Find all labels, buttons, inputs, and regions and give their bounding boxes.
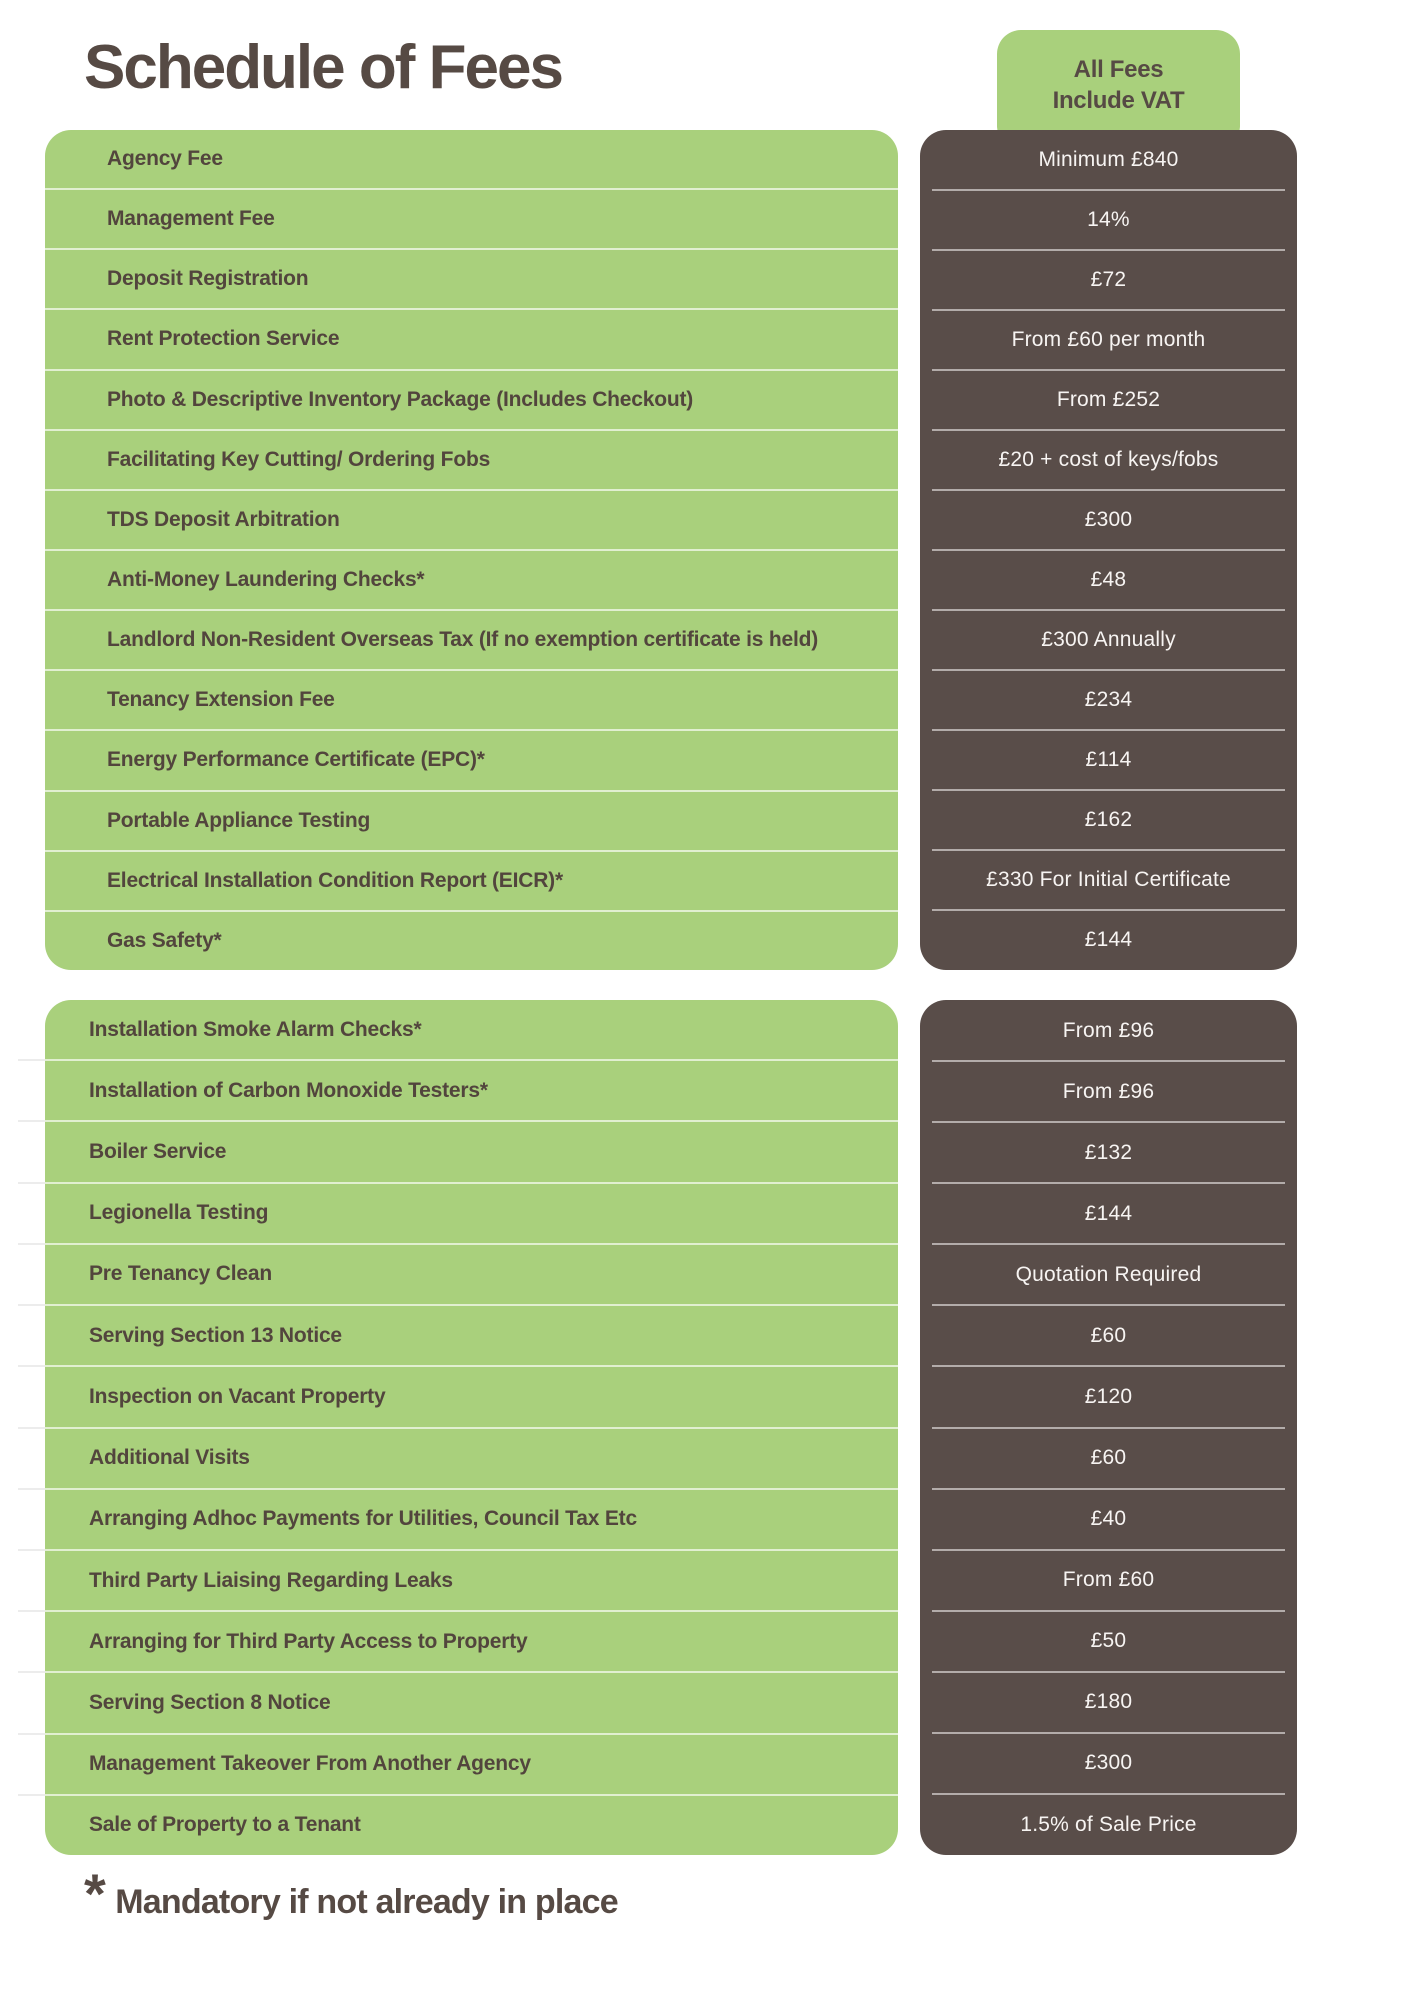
fee-amount: £60 xyxy=(1090,1446,1127,1470)
fee-value-row xyxy=(920,790,1297,850)
fee-name: Third Party Liaising Regarding Leaks xyxy=(89,1568,453,1592)
fee-label-row xyxy=(45,429,898,489)
fee-value-row xyxy=(920,1000,1297,1061)
fee-value-row xyxy=(920,430,1297,490)
fee-value-row xyxy=(920,850,1297,910)
fee-label-row xyxy=(45,549,898,609)
fee-label-row xyxy=(45,248,898,308)
fee-label-row xyxy=(45,1304,898,1365)
fee-amount: £132 xyxy=(1084,1140,1133,1164)
fee-name: Additional Visits xyxy=(89,1446,250,1470)
fee-value-row xyxy=(920,490,1297,550)
fee-label-row xyxy=(45,1120,898,1181)
fee-name: Installation Smoke Alarm Checks* xyxy=(89,1017,422,1041)
fee-label-row xyxy=(45,609,898,669)
fee-name: Serving Section 13 Notice xyxy=(89,1323,342,1347)
fee-value-row xyxy=(920,190,1297,250)
fee-amount: Quotation Required xyxy=(1015,1262,1202,1286)
fee-table-top-labels xyxy=(45,130,898,970)
fee-label-row xyxy=(45,1427,898,1488)
fee-label-row xyxy=(45,729,898,789)
fee-label-row xyxy=(45,369,898,429)
fee-value-row xyxy=(920,1122,1297,1183)
fee-value-row xyxy=(920,1611,1297,1672)
fee-amount: £162 xyxy=(1084,808,1133,831)
fee-value-row xyxy=(920,550,1297,610)
fee-table-top-values xyxy=(920,130,1297,970)
fee-value-row xyxy=(920,670,1297,730)
fee-name: Sale of Property to a Tenant xyxy=(89,1813,361,1837)
fee-value-row xyxy=(920,910,1297,970)
fee-label-row xyxy=(45,1365,898,1426)
fee-value-row xyxy=(920,1183,1297,1244)
fee-amount: 1.5% of Sale Price xyxy=(1020,1812,1197,1836)
fee-amount: £20 + cost of keys/fobs xyxy=(998,448,1219,471)
fee-label-row xyxy=(45,1182,898,1243)
fee-label-row xyxy=(45,910,898,970)
fee-amount: From £96 xyxy=(1062,1079,1155,1103)
fee-name: Photo & Descriptive Inventory Package (Includes Checkout) xyxy=(107,387,694,411)
fee-name: Inspection on Vacant Property xyxy=(89,1384,386,1408)
fee-amount: £144 xyxy=(1084,928,1133,951)
fee-name: Anti-Money Laundering Checks* xyxy=(107,568,425,592)
fee-label-row xyxy=(45,1059,898,1120)
fee-label-row xyxy=(45,489,898,549)
fee-value-row xyxy=(920,730,1297,790)
footnote xyxy=(84,1862,618,1928)
fee-value-row xyxy=(920,1428,1297,1489)
fee-label-row xyxy=(45,130,898,188)
fee-label-row xyxy=(45,1243,898,1304)
fee-amount: £50 xyxy=(1090,1629,1127,1653)
fee-name: Facilitating Key Cutting/ Ordering Fobs xyxy=(107,447,491,471)
fee-label-row xyxy=(45,790,898,850)
fee-value-row xyxy=(920,370,1297,430)
fee-value-row xyxy=(920,1550,1297,1611)
fee-name: Gas Safety* xyxy=(107,928,222,952)
fee-amount: £60 xyxy=(1090,1323,1127,1347)
fee-amount: From £96 xyxy=(1062,1018,1155,1042)
fee-label-row xyxy=(45,1549,898,1610)
fee-name: Pre Tenancy Clean xyxy=(89,1262,272,1286)
fee-label-row xyxy=(45,308,898,368)
fee-amount: £144 xyxy=(1084,1201,1133,1225)
fee-label-row xyxy=(45,1610,898,1671)
fee-value-row xyxy=(920,310,1297,370)
fee-name: Landlord Non-Resident Overseas Tax (If no exemption certificate is held) xyxy=(107,628,819,652)
fee-table-bottom-values xyxy=(920,1000,1297,1855)
fee-amount: 14% xyxy=(1087,208,1130,231)
fee-label-row xyxy=(45,669,898,729)
fee-amount: £300 xyxy=(1084,508,1133,531)
fee-name: Legionella Testing xyxy=(89,1201,269,1225)
fee-amount: £234 xyxy=(1084,688,1133,711)
fee-label-row xyxy=(45,1000,898,1059)
fee-amount: Minimum £840 xyxy=(1038,148,1179,171)
fee-value-row xyxy=(920,1366,1297,1427)
fee-value-row xyxy=(920,1305,1297,1366)
footnote-text: Mandatory if not already in place xyxy=(115,1883,618,1921)
fee-name: Electrical Installation Condition Report (EICR)* xyxy=(107,868,563,892)
fee-name: Arranging Adhoc Payments for Utilities, Council Tax Etc xyxy=(89,1507,637,1531)
fee-amount: From £60 xyxy=(1062,1568,1155,1592)
fee-name: Agency Fee xyxy=(107,147,223,171)
fee-name: Portable Appliance Testing xyxy=(107,808,371,832)
page-title: Schedule of Fees xyxy=(84,33,562,102)
fee-name: Deposit Registration xyxy=(107,267,309,291)
footnote-asterisk: * xyxy=(84,1862,106,1925)
fee-amount: From £252 xyxy=(1056,388,1161,411)
fee-label-row xyxy=(45,1488,898,1549)
fee-name: Serving Section 8 Notice xyxy=(89,1691,331,1715)
fee-amount: From £60 per month xyxy=(1011,328,1206,351)
fee-name: Rent Protection Service xyxy=(107,327,340,351)
fee-label-row xyxy=(45,188,898,248)
fee-amount: £300 Annually xyxy=(1041,628,1176,651)
fee-name: Arranging for Third Party Access to Property xyxy=(89,1629,528,1653)
fee-amount: £180 xyxy=(1084,1690,1133,1714)
fee-amount: £48 xyxy=(1090,568,1127,591)
fee-value-row xyxy=(920,1733,1297,1794)
fee-amount: £120 xyxy=(1084,1385,1133,1408)
fee-name: Boiler Service xyxy=(89,1140,227,1164)
fee-value-row xyxy=(920,1672,1297,1733)
fee-amount: £330 For Initial Certificate xyxy=(986,868,1231,891)
fee-value-row xyxy=(920,130,1297,190)
fee-label-row xyxy=(45,1794,898,1855)
fee-label-row xyxy=(45,1733,898,1794)
fee-amount: £300 xyxy=(1084,1751,1133,1775)
fee-value-row xyxy=(920,1489,1297,1550)
fee-amount: £72 xyxy=(1090,268,1127,291)
fee-name: TDS Deposit Arbitration xyxy=(107,507,340,531)
fee-table-bottom-labels xyxy=(45,1000,898,1855)
vat-badge-line2: Include VAT xyxy=(1052,87,1185,114)
fee-amount: £114 xyxy=(1085,748,1132,771)
fee-label-row xyxy=(45,1671,898,1732)
fee-value-row xyxy=(920,1061,1297,1122)
fee-name: Energy Performance Certificate (EPC)* xyxy=(107,748,485,772)
fee-name: Management Takeover From Another Agency xyxy=(89,1752,531,1776)
fee-label-row xyxy=(45,850,898,910)
fee-name: Installation of Carbon Monoxide Testers* xyxy=(89,1078,488,1102)
fee-value-row xyxy=(920,1244,1297,1305)
fee-amount: £40 xyxy=(1090,1507,1127,1531)
fee-value-row xyxy=(920,1794,1297,1855)
fee-value-row xyxy=(920,610,1297,670)
fee-name: Management Fee xyxy=(107,207,275,231)
fee-value-row xyxy=(920,250,1297,310)
fee-name: Tenancy Extension Fee xyxy=(107,688,335,712)
vat-badge-line1: All Fees xyxy=(1073,56,1164,83)
